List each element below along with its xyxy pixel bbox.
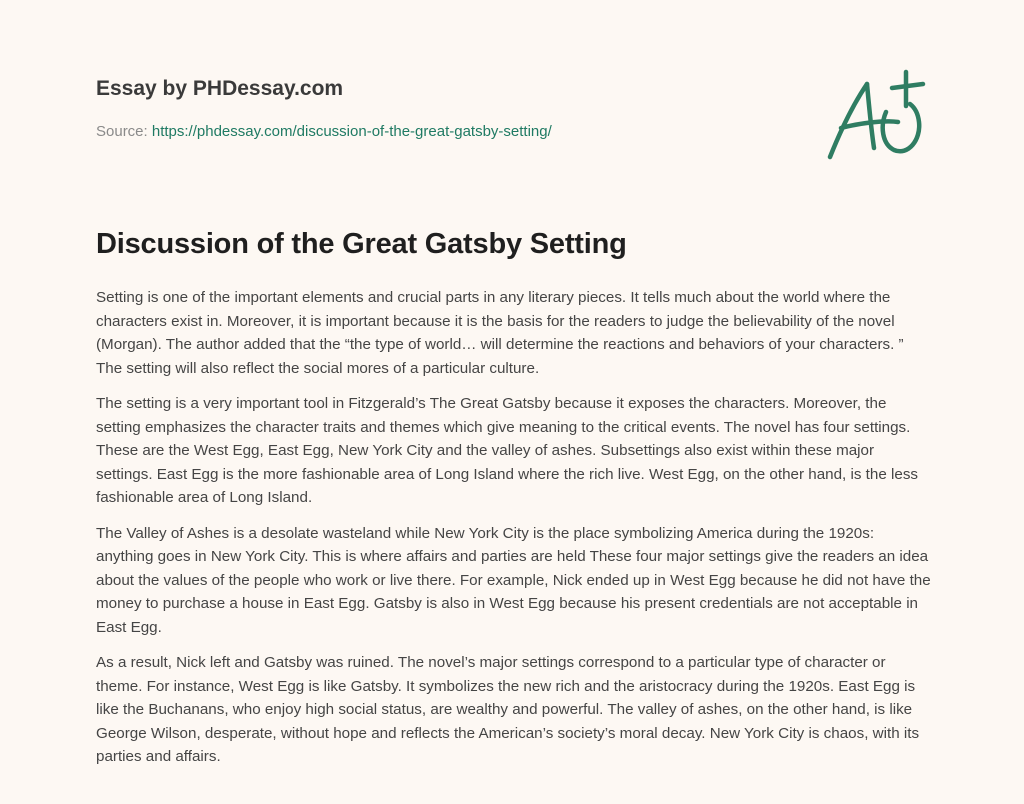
essay-paragraph: As a result, Nick left and Gatsby was ruined. The novel’s major settings correspond to a particular type of character or theme. For instance, West Egg is like Gatsby. It symbolizes the new rich and the aristocracy during the 1920s. East Egg is like the Buchanans, who enjoy high social status, are wealthy and powerful. The valley of ashes, on the other hand, is like George Wilson, desperate, without hope and reflects the American’s society’s moral decay. New York City is chaos, with its parties and affairs. [96, 654, 920, 765]
essay-paragraph: The setting is a very important tool in Fitzgerald’s The Great Gatsby because it exposes the characters. Moreover, the setting emphasizes the character traits and themes which give meaning to the critical events. The novel has four settings. These are the West Egg, East Egg, New York City and the valley of ashes. Subsettings also exist within these major settings. East Egg is the more fashionable area of Long Island where the rich live. West Egg, on the other hand, is the less fashionable area of Long Island. [96, 395, 919, 506]
essay-content [96, 224, 932, 769]
source-link[interactable]: https://phdessay.com/discussion-of-the-great-gatsby-setting/ [151, 123, 552, 140]
essay-paragraph: Setting is one of the important elements and crucial parts in any literary pieces. It tells much about the world where the characters exist in. Moreover, it is important because it is the basis for the readers to judge the believability of the novel (Morgan). The author added that the “the type of world… will determine the reactions and behaviors of your characters. ” The setting will also reflect the social mores of a particular culture. [96, 289, 904, 377]
site-brand: Essay by PHDessay.com [96, 77, 344, 100]
essay-paragraph: The Valley of Ashes is a desolate wasteland while New York City is the place symbolizing America during the 1920s: anything goes in New York City. This is where affairs and parties are held These four major settings give the readers an idea about the values of the people who work or live there. For example, Nick ended up in West Egg because he did not have the money to purchase a house in East Egg. Gatsby is also in West Egg because his present credentials are not acceptable in East Egg. [96, 524, 931, 636]
essay-title: Discussion of the Great Gatsby Setting [96, 228, 627, 260]
source-line [96, 122, 796, 142]
a-plus-grade-icon [824, 68, 928, 164]
source-label: Source: [96, 123, 152, 140]
page-header [96, 74, 796, 142]
